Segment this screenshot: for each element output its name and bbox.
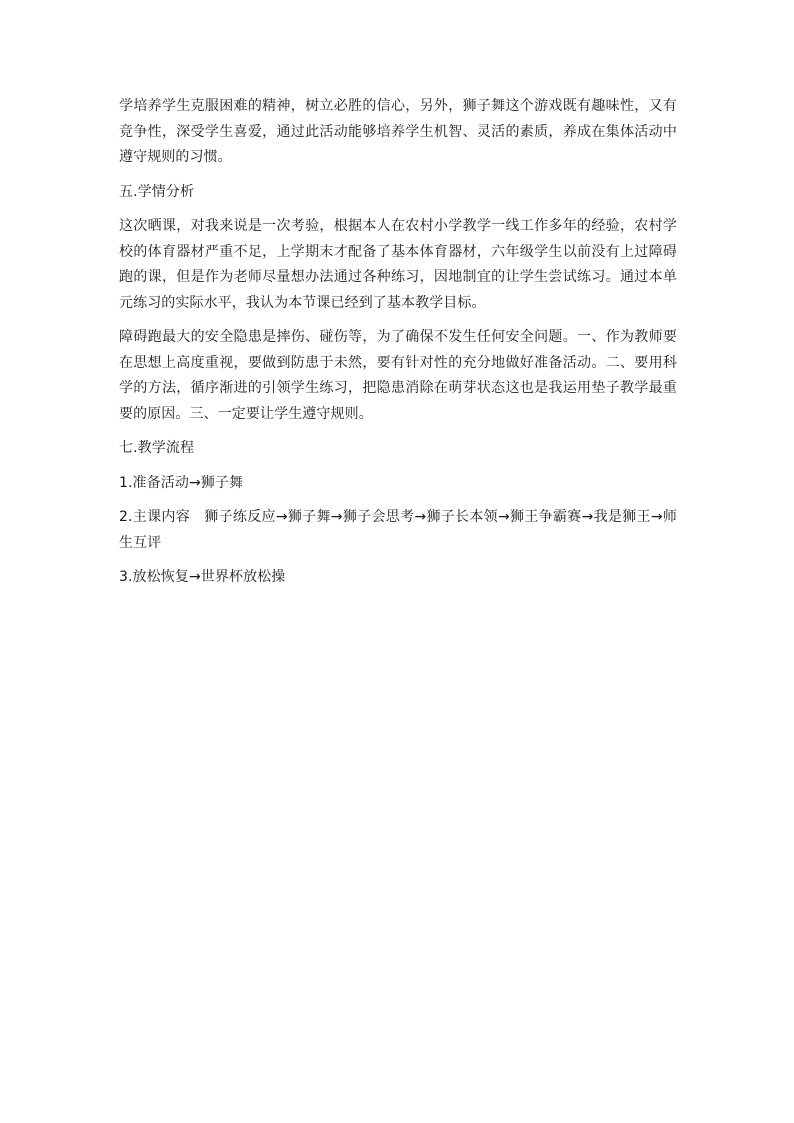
section-heading-teaching-process: 七.教学流程 (119, 440, 195, 456)
body-paragraph: 障碍跑最大的安全隐患是摔伤、碰伤等，为了确保不发生任何安全问题。一、作为教师要在思想上高度重视，要做到防患于未然，要有针对性的充分地做好准备活动。二、要用科学的方法，循序渐进的引领学生练习，把隐患消除在萌芽状态这也是我运用垫子教学最重要的原因。三、一定要让学生遵守规则。 (119, 329, 677, 422)
document-page (119, 94, 677, 591)
section-heading-learning-analysis: 五.学情分析 (119, 183, 195, 200)
process-step-1: 1.准备活动→狮子舞 (119, 474, 244, 491)
process-step-3: 3.放松恢复→世界杯放松操 (119, 569, 286, 585)
body-paragraph: 学培养学生克服困难的精神，树立必胜的信心，另外，狮子舞这个游戏既有趣味性，又有竞争性，深受学生喜爱，通过此活动能够培养学生机智、灵活的素质，养成在集体活动中遵守规则的习惯。 (119, 98, 677, 165)
process-step-2: 2.主课内容 狮子练反应→狮子舞→狮子会思考→狮子长本领→狮王争霸赛→我是狮王→师生互评 (119, 509, 677, 551)
body-paragraph: 这次晒课，对我来说是一次考验，根据本人在农村小学教学一线工作多年的经验，农村学校的体育器材严重不足，上学期末才配备了基本体育器材，六年级学生以前没有上过障碍跑的课，但是作为老师尽量想办法通过各种练习，因地制宜的让学生尝试练习。通过本单元练习的实际水平，我认为本节课已经到了基本教学目标。 (119, 218, 677, 311)
